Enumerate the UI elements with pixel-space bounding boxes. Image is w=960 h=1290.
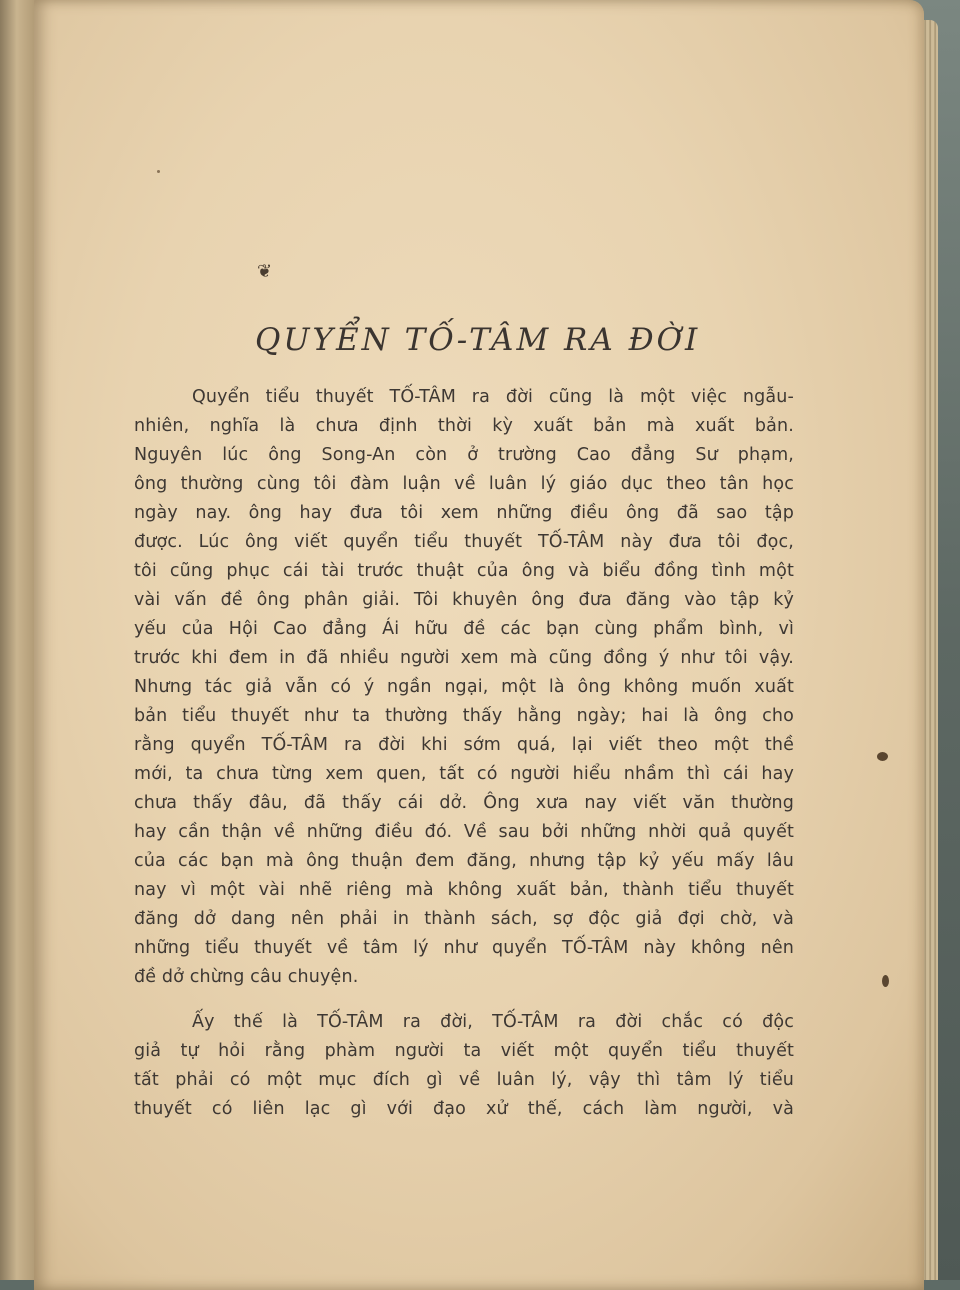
text-line: Ấy thế là TỐ-TÂM ra đời, TỐ-TÂM ra đời chắc có độc bbox=[192, 1012, 794, 1032]
text-line: tôi cũng phục cái tài trước thuật của ông và biểu đồng tình một bbox=[134, 561, 794, 581]
text-line: nhiên, nghĩa là chưa định thời kỳ xuất bản mà xuất bản. bbox=[134, 416, 794, 436]
foxing-spot bbox=[882, 975, 889, 987]
text-line: của các bạn mà ông thuận đem đăng, nhưng tập kỷ yếu mấy lâu bbox=[134, 851, 794, 871]
text-line: rằng quyển TỐ-TÂM ra đời khi sớm quá, lại viết theo một thề bbox=[134, 735, 794, 755]
ornament-mark: ❦ bbox=[257, 261, 273, 282]
foxing-spot bbox=[877, 752, 888, 761]
text-line: chưa thấy đâu, đã thấy cái dở. Ông xưa nay viết văn thường bbox=[134, 793, 794, 813]
text-line: giả tự hỏi rằng phàm người ta viết một quyển tiểu thuyết bbox=[134, 1041, 794, 1061]
text-line: đề dở chừng câu chuyện. bbox=[134, 967, 359, 987]
text-line: yếu của Hội Cao đẳng Ái hữu đề các bạn cùng phẩm bình, vì bbox=[134, 619, 794, 639]
text-line: đăng dở dang nên phải in thành sách, sợ độc giả đợi chờ, và bbox=[134, 909, 794, 929]
text-line: bản tiểu thuyết như ta thường thấy hằng ngày; hai là ông cho bbox=[134, 706, 794, 726]
text-line: Nhưng tác giả vẫn có ý ngần ngại, một là ông không muốn xuất bbox=[134, 677, 794, 697]
text-line: hay cần thận về những điều đó. Về sau bởi những nhời quả quyết bbox=[134, 822, 794, 842]
paragraph-1 bbox=[134, 383, 794, 992]
paragraph-gap bbox=[134, 992, 794, 1008]
text-line: những tiểu thuyết về tâm lý như quyển TỐ-TÂM này không nên bbox=[134, 938, 794, 958]
text-line: được. Lúc ông viết quyển tiểu thuyết TỐ-TÂM này đưa tôi đọc, bbox=[134, 532, 794, 552]
text-line: Nguyên lúc ông Song-An còn ở trường Cao đẳng Sư phạm, bbox=[134, 445, 794, 465]
text-line: vài vấn đề ông phân giải. Tôi khuyên ông đưa đăng vào tập kỷ bbox=[134, 590, 794, 610]
text-line: thuyết có liên lạc gì với đạo xử thế, cách làm người, và bbox=[134, 1099, 794, 1119]
text-line: trước khi đem in đã nhiều người xem mà cũng đồng ý như tôi vậy. bbox=[134, 648, 794, 668]
foxing-spot bbox=[157, 170, 160, 173]
text-line: nay vì một vài nhẽ riêng mà không xuất bản, thành tiểu thuyết bbox=[134, 880, 794, 900]
text-line: ông thường cùng tôi đàm luận về luân lý giáo dục theo tân học bbox=[134, 474, 794, 494]
text-line: ngày nay. ông hay đưa tôi xem những điều ông đã sao tập bbox=[134, 503, 794, 523]
paragraph-2 bbox=[134, 1008, 794, 1124]
text-line: tất phải có một mục đích gì về luân lý, vậy thì tâm lý tiểu bbox=[134, 1070, 794, 1090]
body-text bbox=[134, 383, 794, 1124]
chapter-title: QUYỂN TỐ-TÂM RA ĐỜI bbox=[255, 322, 701, 358]
text-line: mới, ta chưa từng xem quen, tất có người hiểu nhầm thì cái hay bbox=[134, 764, 794, 784]
text-line: Quyển tiểu thuyết TỐ-TÂM ra đời cũng là một việc ngẫu- bbox=[192, 387, 794, 407]
